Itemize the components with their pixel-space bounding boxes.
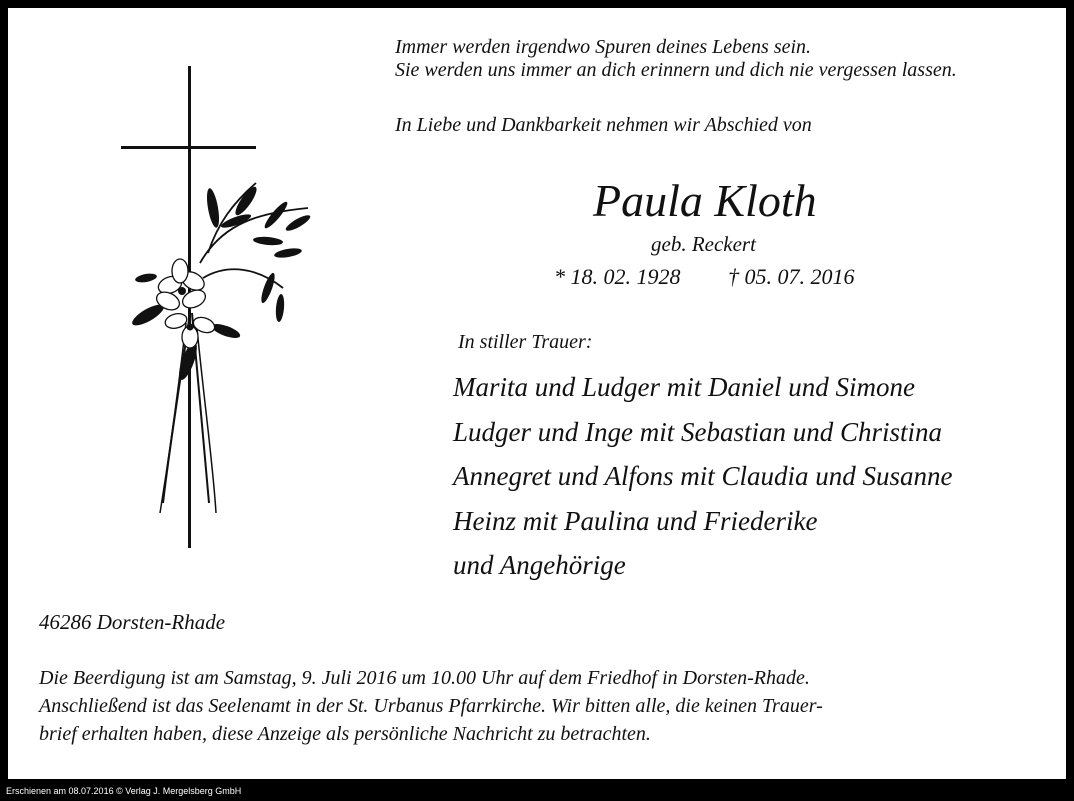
mourner-line: Ludger und Inge mit Sebastian und Christina: [453, 416, 943, 447]
funeral-line: Anschließend ist das Seelenamt in der St. Urbanus Pfarrkirche. Wir bitten alle, die keinen Trauer-: [39, 695, 823, 717]
mourner-line: und Angehörige: [453, 550, 626, 580]
birth-date: * 18. 02. 1928: [554, 264, 681, 289]
obituary-card: [8, 8, 1066, 779]
location: 46286 Dorsten-Rhade: [39, 610, 226, 634]
funeral-line: Die Beerdigung ist am Samstag, 9. Juli 2016 um 10.00 Uhr auf dem Friedhof in Dorsten-Rhade.: [39, 667, 810, 689]
mourners-heading: In stiller Trauer:: [458, 331, 593, 353]
funeral-info: [39, 664, 823, 748]
poem-line: Sie werden uns immer an dich erinnern und dich nie vergessen lassen.: [395, 59, 957, 81]
poem-line: Immer werden irgendwo Spuren deines Lebens sein.: [395, 36, 812, 58]
mourner-line: Annegret und Alfons mit Claudia und Susanne: [453, 461, 953, 491]
cross-with-lily-icon: [108, 63, 328, 563]
mourner-line: Marita und Ludger mit Daniel und Simone: [453, 372, 915, 402]
deceased-name: Paula Kloth: [593, 175, 817, 226]
publication-footer: Erschienen am 08.07.2016 © Verlag J. Mergelsberg GmbH: [6, 786, 242, 796]
mourner-line: Heinz mit Paulina und Friederike: [453, 505, 818, 536]
farewell-text: In Liebe und Dankbarkeit nehmen wir Abschied von: [395, 114, 812, 136]
death-date: † 05. 07. 2016: [728, 264, 855, 289]
mourners-list: [453, 365, 953, 588]
poem: [395, 36, 957, 82]
funeral-line: brief erhalten haben, diese Anzeige als persönliche Nachricht zu betrachten.: [39, 723, 651, 745]
birth-name: geb. Reckert: [651, 232, 756, 256]
